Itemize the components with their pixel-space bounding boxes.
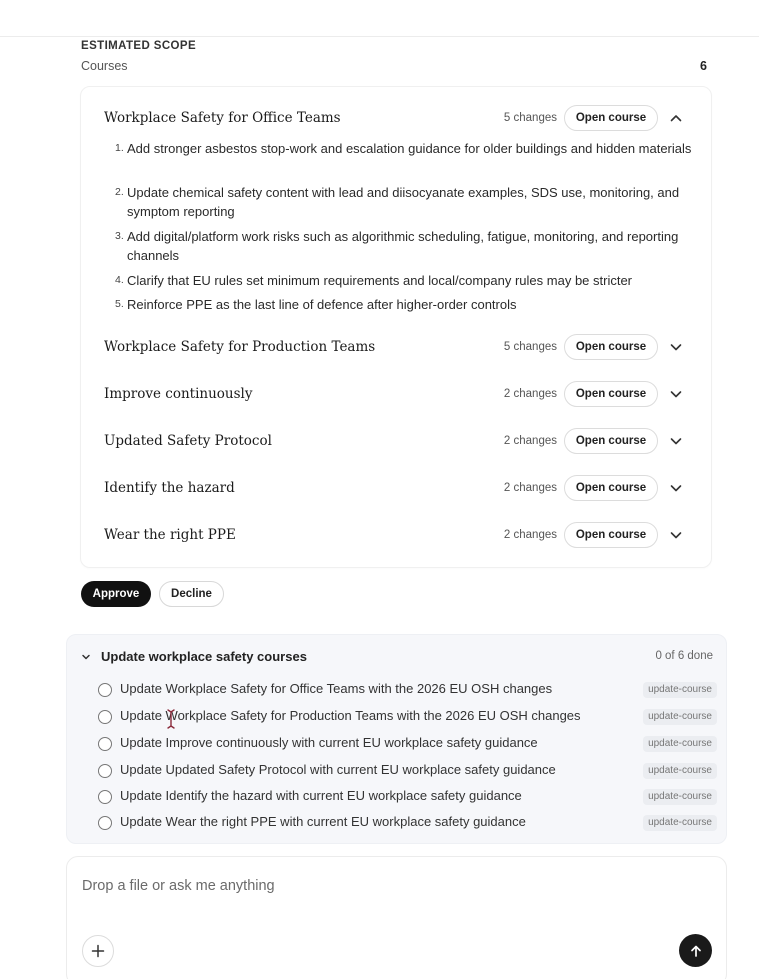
change-number: 2. [115,186,124,198]
task-text: Update Workplace Safety for Production Teams with the 2026 EU OSH changes [120,708,581,723]
course-title: Workplace Safety for Office Teams [104,110,341,126]
task-row[interactable] [97,786,717,808]
task-progress: 0 of 6 done [655,650,713,662]
text-cursor-icon [166,708,176,730]
task-radio[interactable] [98,683,112,697]
change-item [115,271,700,290]
task-radio[interactable] [98,710,112,724]
open-course-button[interactable]: Open course [564,522,658,548]
course-changes-count: 5 changes [503,112,557,124]
course-changes-count: 2 changes [503,529,557,541]
scope-courses-count: 6 [700,59,707,73]
task-tag: update-course [643,709,717,725]
task-radio[interactable] [98,764,112,778]
change-text: Clarify that EU rules set minimum requirements and local/company rules may be stricter [127,273,633,288]
approve-button[interactable]: Approve [81,581,151,607]
task-radio[interactable] [98,790,112,804]
task-text: Update Workplace Safety for Office Teams with the 2026 EU OSH changes [120,681,553,696]
course-changes-count: 2 changes [503,482,557,494]
course-row[interactable] [81,333,713,363]
open-course-button[interactable]: Open course [564,381,658,407]
course-row[interactable] [81,521,713,551]
course-row[interactable] [81,427,713,457]
task-tag: update-course [643,789,717,805]
arrow-up-icon [689,944,703,958]
open-course-button[interactable]: Open course [564,105,658,131]
task-tag: update-course [643,763,717,779]
open-course-button[interactable]: Open course [564,334,658,360]
course-title: Improve continuously [104,386,253,402]
chat-composer [66,856,727,979]
course-title: Wear the right PPE [104,527,236,543]
course-title: Updated Safety Protocol [104,433,272,449]
change-text: Add stronger asbestos stop-work and escalation guidance for older buildings and hidden materials [127,141,692,156]
change-item [115,295,700,314]
decline-button[interactable]: Decline [159,581,224,607]
course-row[interactable] [81,474,713,504]
chevron-down-icon[interactable] [667,385,685,403]
attach-button[interactable] [82,935,114,967]
course-row[interactable] [81,104,713,134]
chat-input[interactable] [82,875,682,897]
course-changes-count: 2 changes [503,435,557,447]
task-text: Update Identify the hazard with current EU workplace safety guidance [120,788,522,803]
task-tag: update-course [643,815,717,831]
change-text: Add digital/platform work risks such as algorithmic scheduling, fatigue, monitoring, and reporting channels [127,229,679,263]
course-changes-count: 5 changes [503,341,557,353]
task-text: Update Wear the right PPE with current EU workplace safety guidance [120,814,526,829]
chevron-up-icon[interactable] [667,109,685,127]
course-row[interactable] [81,380,713,410]
task-text: Update Improve continuously with current EU workplace safety guidance [120,735,538,750]
open-course-button[interactable]: Open course [564,428,658,454]
chevron-down-icon[interactable] [667,432,685,450]
task-row[interactable] [97,679,717,701]
change-item [115,139,700,158]
change-number: 5. [115,298,124,310]
chevron-down-icon[interactable] [667,479,685,497]
course-title: Identify the hazard [104,480,235,496]
task-panel-title[interactable]: Update workplace safety courses [101,649,307,664]
plus-icon [91,944,105,958]
task-row[interactable] [97,733,717,755]
chevron-down-icon[interactable] [667,338,685,356]
change-item [115,227,700,265]
course-changes-count: 2 changes [503,388,557,400]
task-row[interactable] [97,760,717,782]
scope-label: ESTIMATED SCOPE [81,40,197,52]
task-row[interactable] [97,812,717,834]
task-row[interactable] [97,706,717,728]
task-text: Update Updated Safety Protocol with current EU workplace safety guidance [120,762,556,777]
change-number: 1. [115,142,124,154]
course-list-card [80,86,712,568]
scope-courses-label: Courses [81,59,128,73]
change-item [115,183,700,221]
change-text: Reinforce PPE as the last line of defence after higher-order controls [127,297,517,312]
top-divider [0,36,759,37]
change-text: Update chemical safety content with lead and diisocyanate examples, SDS use, monitoring, and symptom reporting [127,185,680,219]
task-panel [66,634,727,844]
task-radio[interactable] [98,816,112,830]
collapse-chevron-icon[interactable] [80,651,92,663]
chevron-down-icon[interactable] [667,526,685,544]
task-tag: update-course [643,736,717,752]
task-tag: update-course [643,682,717,698]
course-title: Workplace Safety for Production Teams [104,339,376,355]
change-number: 3. [115,230,124,242]
change-number: 4. [115,274,124,286]
task-radio[interactable] [98,737,112,751]
open-course-button[interactable]: Open course [564,475,658,501]
send-button[interactable] [679,934,712,967]
